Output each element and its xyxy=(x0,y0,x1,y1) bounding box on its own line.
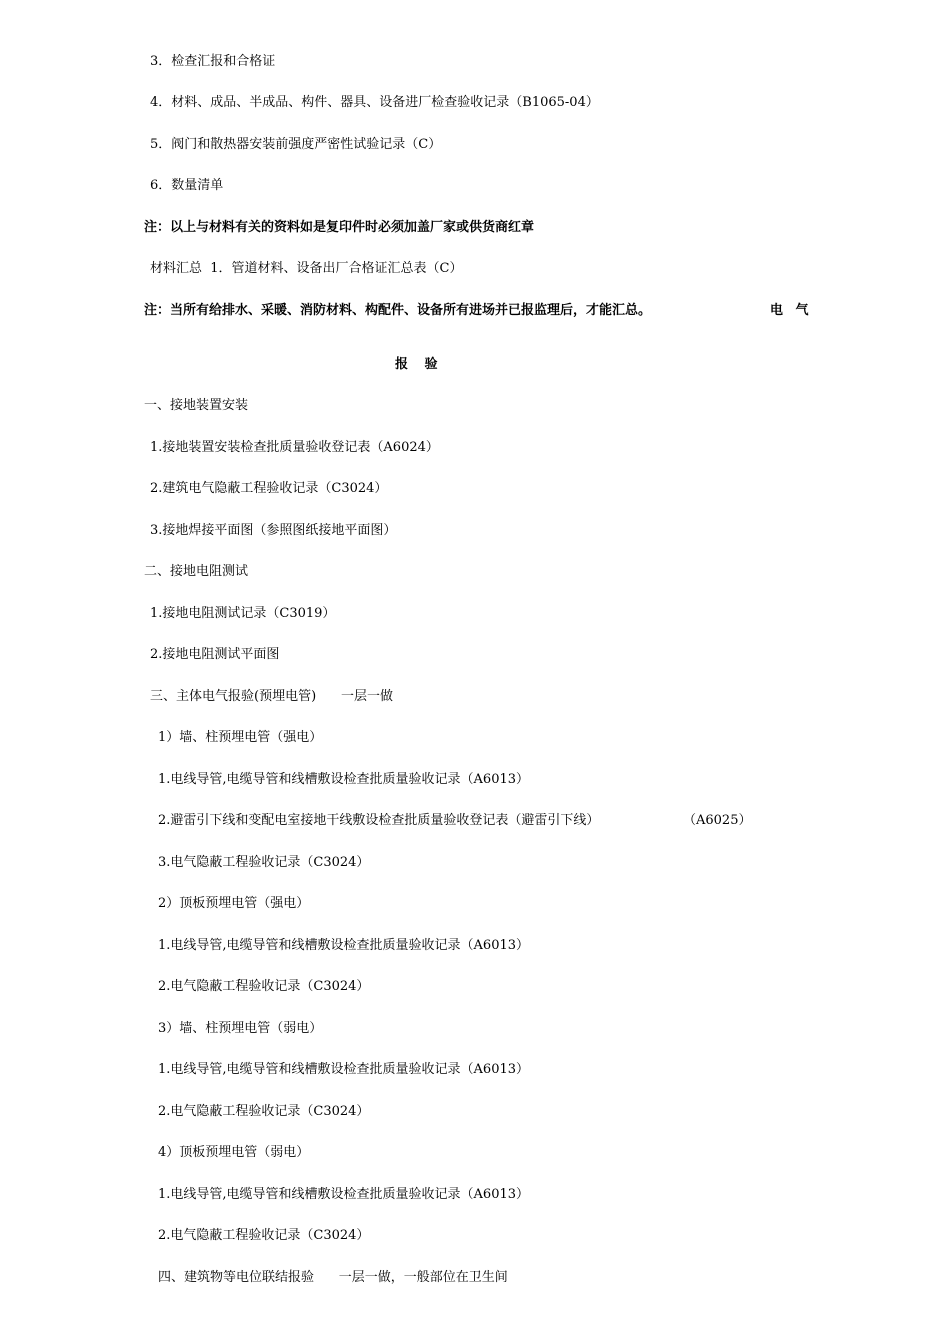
list-item: 2.电气隐蔽工程验收记录（C3024） xyxy=(158,1228,370,1243)
subsection-heading: 2）顶板预埋电管（强电） xyxy=(158,896,310,911)
list-item: 3.接地焊接平面图（参照图纸接地平面图） xyxy=(150,523,397,538)
note-text: 注：以上与材料有关的资料如是复印件时必须加盖厂家或供货商红章 xyxy=(144,220,535,235)
section-heading: 三、主体电气报验(预埋电管) 一层一做 xyxy=(150,689,393,704)
subsection-heading: 3）墙、柱预埋电管（弱电） xyxy=(158,1021,323,1036)
list-item: 1.电线导管,电缆导管和线槽敷设检查批质量验收记录（A6013） xyxy=(158,1062,530,1077)
list-item: 1.电线导管,电缆导管和线槽敷设检查批质量验收记录（A6013） xyxy=(158,938,530,953)
section-heading: 四、建筑物等电位联结报验 一层一做，一般部位在卫生间 xyxy=(158,1270,508,1285)
list-item: 2.避雷引下线和变配电室接地干线敷设检查批质量验收登记表（避雷引下线） xyxy=(158,813,600,828)
list-item: 1.接地装置安装检查批质量验收登记表（A6024） xyxy=(150,440,439,455)
list-item: 2.接地电阻测试平面图 xyxy=(150,647,280,662)
section-heading: 一、接地装置安装 xyxy=(144,398,249,413)
subsection-heading: 4）顶板预埋电管（弱电） xyxy=(158,1145,310,1160)
list-item: 1.电线导管,电缆导管和线槽敷设检查批质量验收记录（A6013） xyxy=(158,772,530,787)
section-heading: 二、接地电阻测试 xyxy=(144,564,249,579)
list-item: 1.电线导管,电缆导管和线槽敷设检查批质量验收记录（A6013） xyxy=(158,1187,530,1202)
list-item-code: （A6025） xyxy=(683,813,752,828)
list-item: 材料汇总 1．管道材料、设备出厂合格证汇总表（C） xyxy=(150,261,463,276)
section-title: 报 验 xyxy=(395,357,444,372)
list-item: 3.电气隐蔽工程验收记录（C3024） xyxy=(158,855,370,870)
list-item: 5．阀门和散热器安装前强度严密性试验记录（C） xyxy=(150,137,442,152)
list-item: 2.建筑电气隐蔽工程验收记录（C3024） xyxy=(150,481,388,496)
section-title-part: 电 气 xyxy=(770,303,813,318)
list-item: 3．检查汇报和合格证 xyxy=(150,54,276,69)
list-item: 2.电气隐蔽工程验收记录（C3024） xyxy=(158,1104,370,1119)
subsection-heading: 1）墙、柱预埋电管（强电） xyxy=(158,730,323,745)
list-item: 1.接地电阻测试记录（C3019） xyxy=(150,606,336,621)
note-text: 注：当所有给排水、采暖、消防材料、构配件、设备所有进场并已报监理后，才能汇总。 xyxy=(144,303,652,318)
list-item: 4．材料、成品、半成品、构件、器具、设备进厂检查验收记录（B1065-04） xyxy=(150,95,599,110)
list-item: 2.电气隐蔽工程验收记录（C3024） xyxy=(158,979,370,994)
list-item: 6．数量清单 xyxy=(150,178,224,193)
